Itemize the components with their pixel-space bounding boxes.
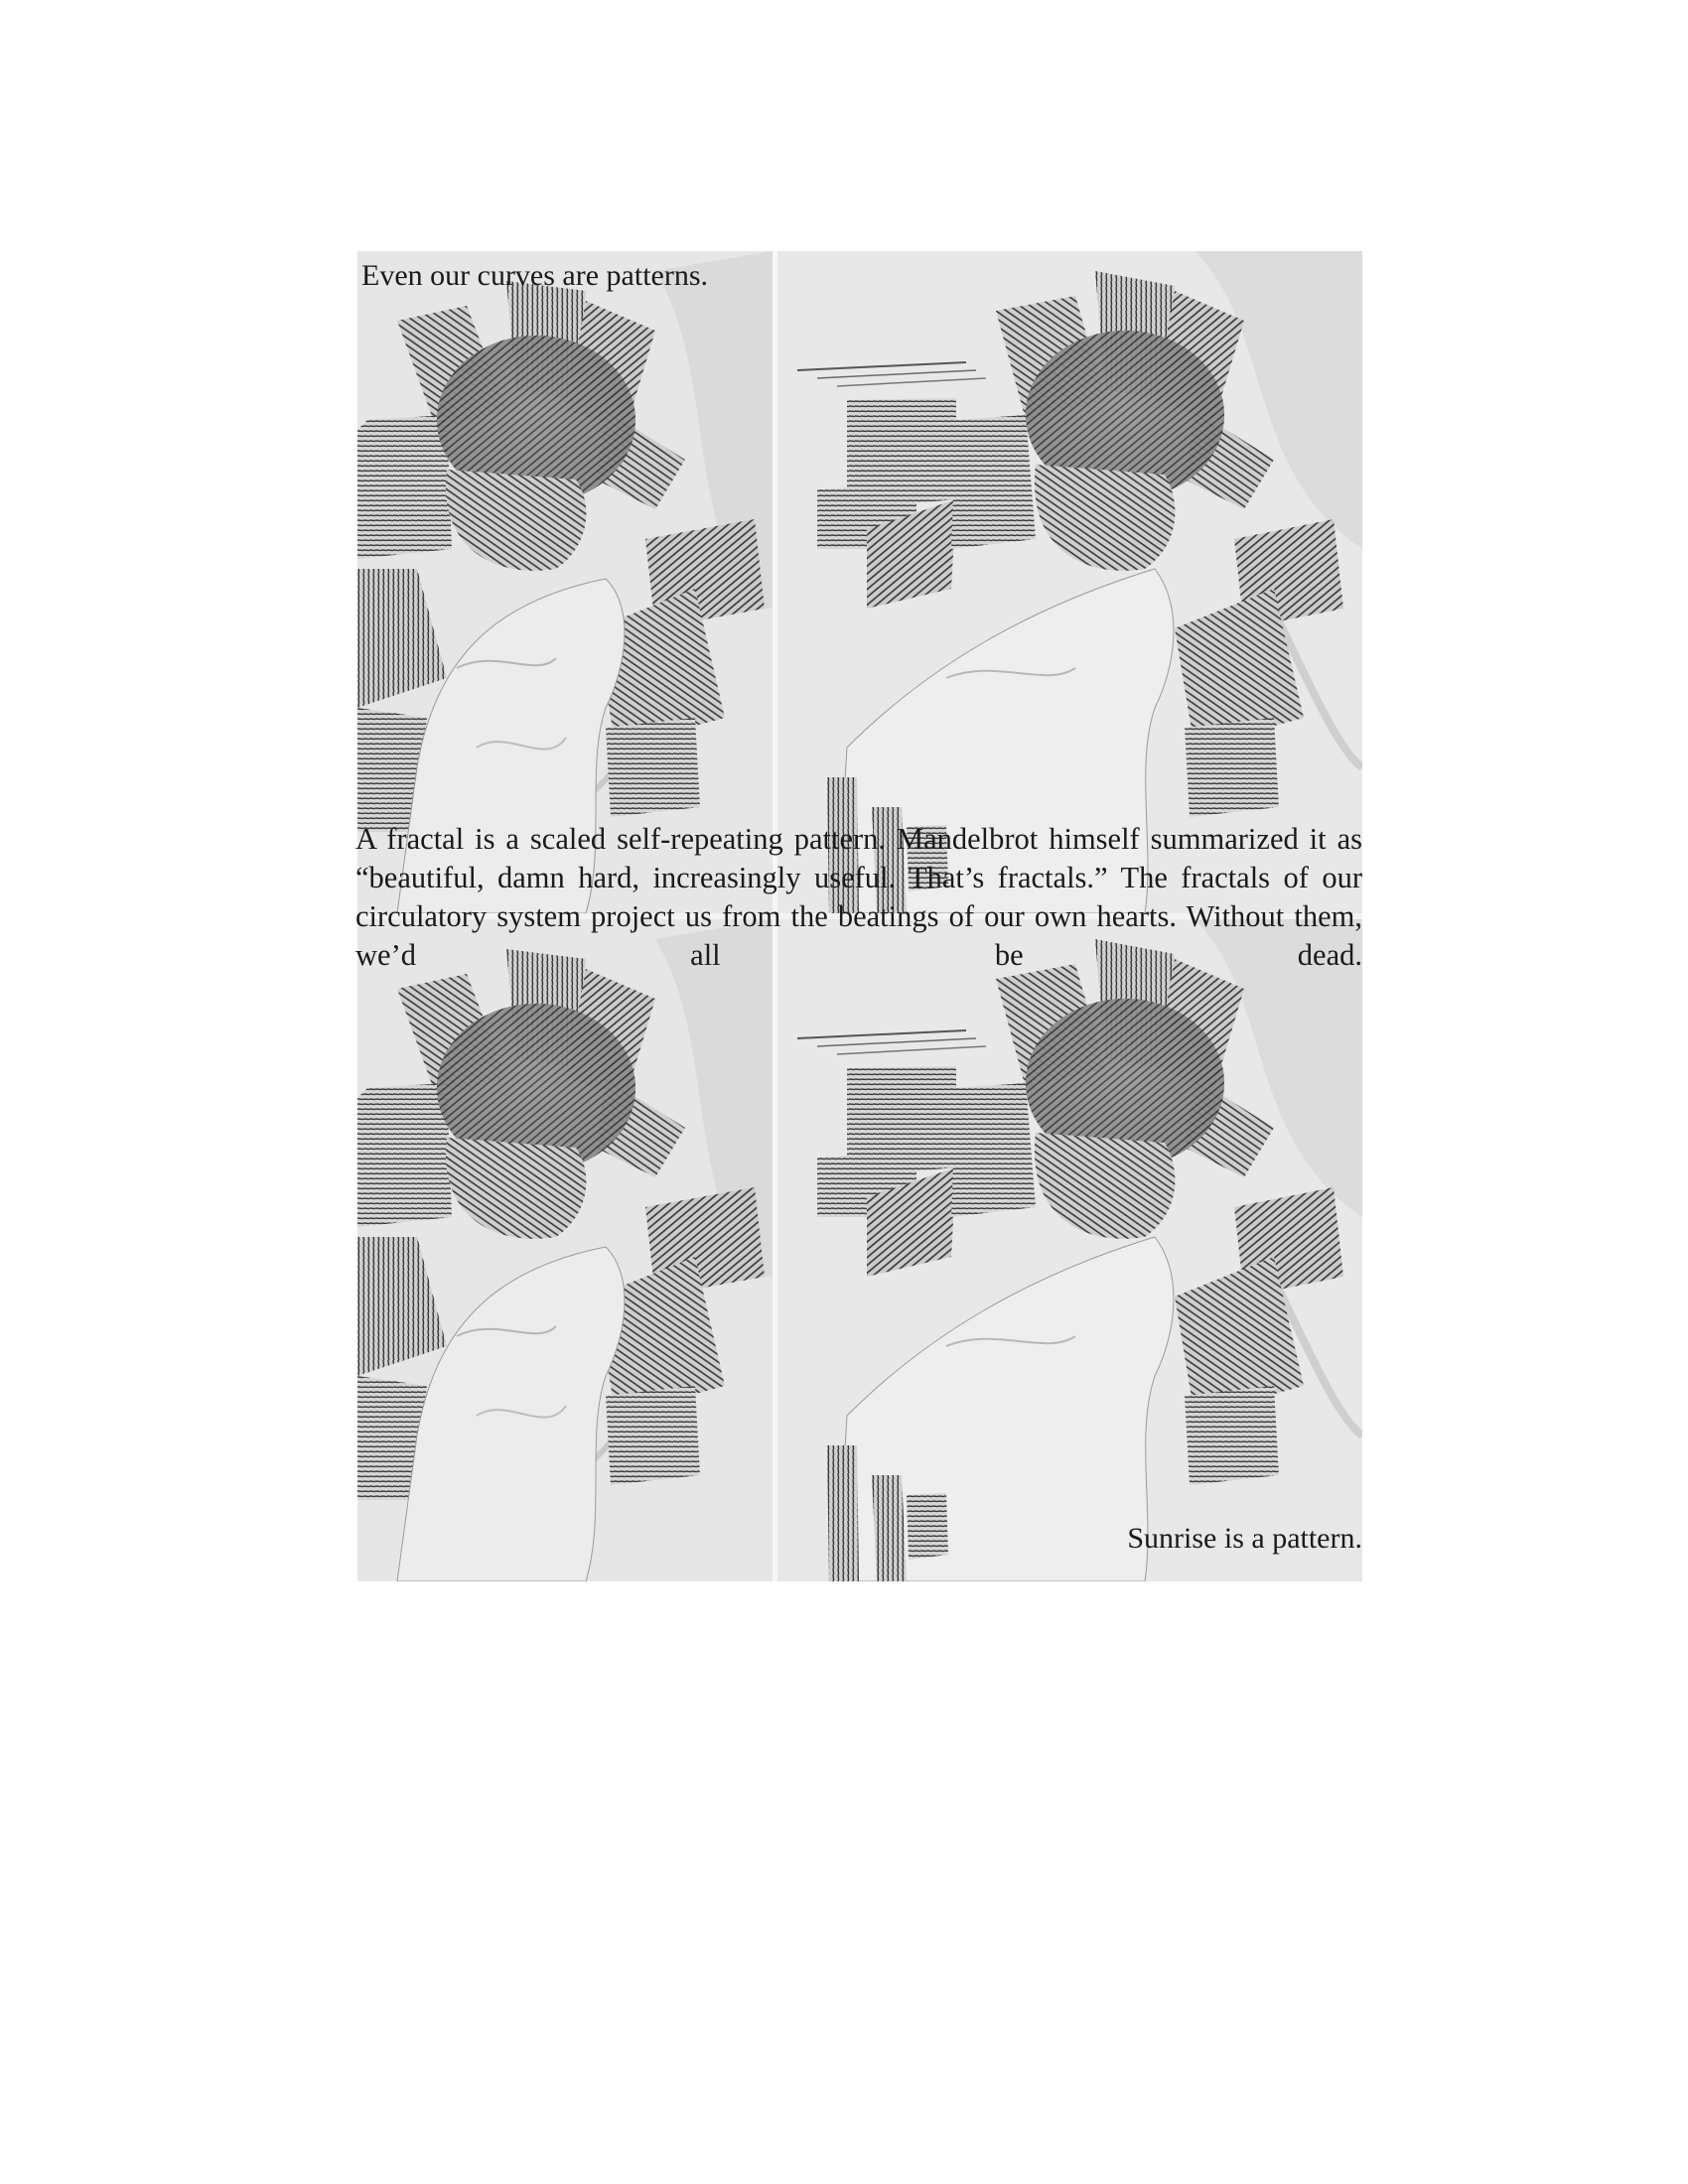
artwork-panel-top-right <box>777 251 1362 913</box>
artwork-panel-top-left <box>357 251 773 913</box>
artwork-panel-bottom-left <box>357 919 773 1581</box>
artwork-panel-bottom-right <box>777 919 1362 1581</box>
bottom-caption: Sunrise is a pattern. <box>1127 1522 1362 1555</box>
top-caption: Even our curves are patterns. <box>361 259 709 292</box>
body-paragraph: A fractal is a scaled self-repeating pattern. Mandelbrot himself summarized it as “beautiful, damn hard, increasingly useful. That’s fractals.” The fractals of our circulatory system project us from the beatings of our own hearts. Without them, we’d all be dead. <box>355 822 1362 972</box>
